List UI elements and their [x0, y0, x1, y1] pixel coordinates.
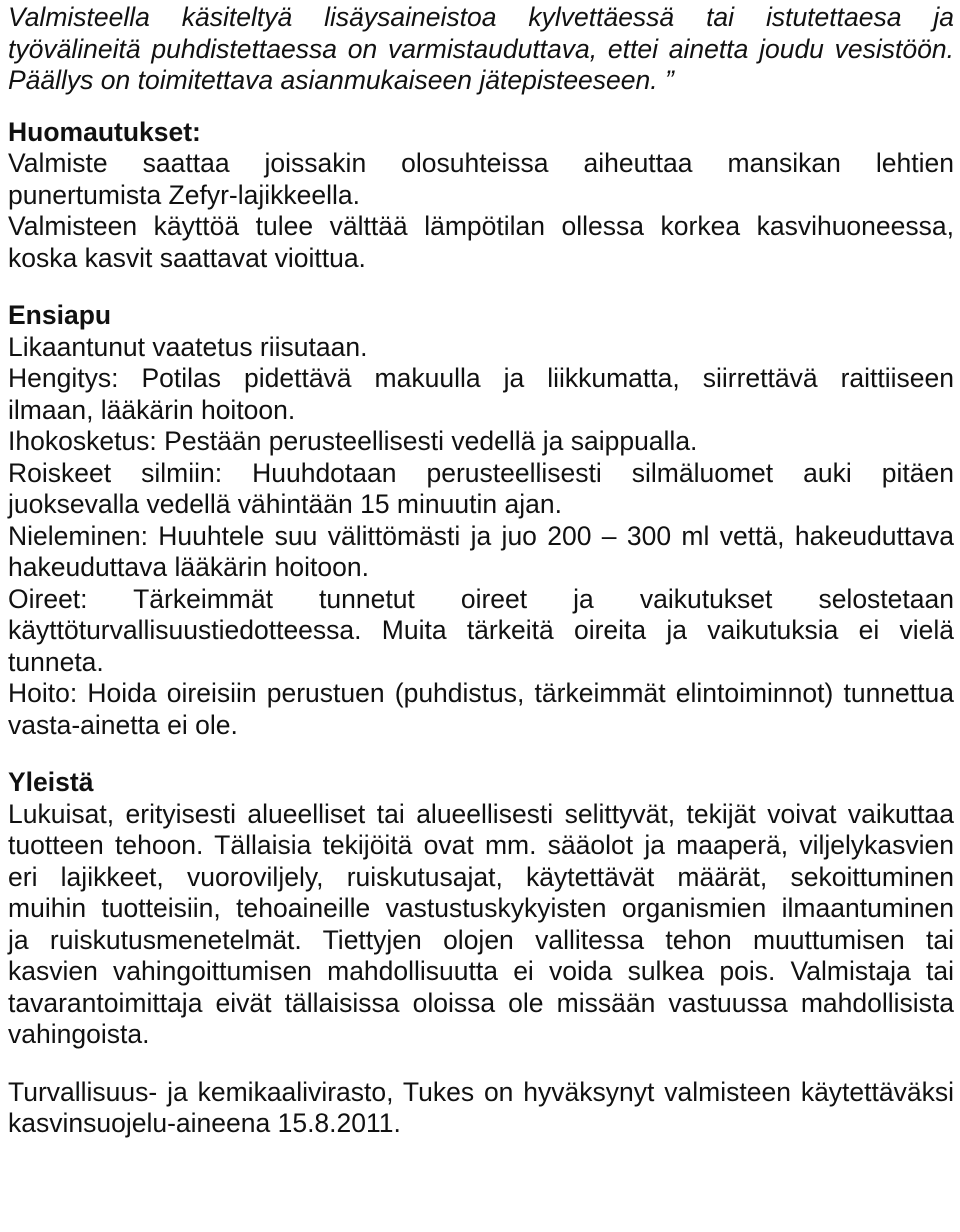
first-aid-line: Nieleminen: Huuhtele suu välittömästi ja juo 200 – 300 ml vettä, hakeuduttava: [8, 520, 954, 551]
first-aid-line: vasta-ainetta ei ole.: [8, 709, 238, 740]
first-aid-line: Roiskeet silmiin: Huuhdotaan perusteellisesti silmäluomet auki pitäen: [8, 457, 954, 488]
first-aid-line: Ihokosketus: Pestään perusteellisesti vedellä ja saippualla.: [8, 426, 698, 456]
general-line: kasvien vahingoittumisen mahdollisuutta ei voida sulkea pois. Valmistaja tai: [8, 956, 954, 986]
first-aid-line: Hoito: Hoida oireisiin perustuen (puhdistus, tärkeimmät elintoiminnot) tunnettua: [8, 678, 954, 708]
general-line: muihin tuotteisiin, tehoaineille vastustuskykyisten organismien ilmaantuminen: [8, 893, 954, 923]
first-aid-line: käyttöturvallisuustiedotteessa. Muita tärkeitä oireita ja vaikutuksia ei vielä: [8, 615, 954, 645]
general-line: tuotteen tehoon. Tällaisia tekijöitä ovat mm. sääolot ja maaperä, viljelykasvien: [8, 830, 954, 860]
document-page: [8, 2, 954, 1140]
general-line: eri lajikkeet, vuoroviljely, ruiskutusajat, käytettävät määrät, sekoittuminen: [8, 861, 954, 892]
first-aid-line: Oireet: Tärkeimmät tunnetut oireet ja vaikutukset selostetaan: [8, 583, 954, 614]
remarks-section: [8, 117, 954, 275]
first-aid-heading: Ensiapu: [8, 300, 112, 330]
first-aid-line: hakeuduttava lääkärin hoitoon.: [8, 552, 369, 582]
first-aid-line: Likaantunut vaatetus riisutaan.: [8, 331, 368, 362]
first-aid-line: tunneta.: [8, 646, 104, 677]
approval-section: [8, 1077, 954, 1140]
remarks-line: Valmisteen käyttöä tulee välttää lämpötilan ollessa korkea kasvihuoneessa,: [8, 211, 954, 241]
intro-line: Valmisteella käsiteltyä lisäysaineistoa kylvettäessä tai istutettaesa ja: [8, 2, 954, 32]
intro-section: [8, 2, 954, 97]
remarks-heading: Huomautukset:: [8, 116, 201, 147]
general-heading: Yleistä: [8, 767, 94, 797]
general-line: Lukuisat, erityisesti alueelliset tai alueellisesti selittyvät, tekijät voivat vaikuttaa: [8, 798, 954, 829]
general-line: ja ruiskutusmenetelmät. Tiettyjen olojen vallitessa tehon muuttumisen tai: [8, 924, 954, 955]
remarks-line: koska kasvit saattavat vioittua.: [8, 242, 366, 273]
remarks-line: Valmiste saattaa joissakin olosuhteissa aiheuttaa mansikan lehtien: [8, 148, 954, 178]
general-section: [8, 767, 954, 1051]
approval-line: kasvinsuojelu-aineena 15.8.2011.: [8, 1108, 401, 1138]
first-aid-section: [8, 300, 954, 741]
first-aid-line: juoksevalla vedellä vähintään 15 minuutin ajan.: [8, 489, 562, 519]
intro-line: työvälineitä puhdistettaessa on varmistauduttava, ettei ainetta joudu vesistöön.: [8, 33, 954, 64]
remarks-line: punertumista Zefyr-lajikkeella.: [8, 179, 360, 210]
first-aid-line: Hengitys: Potilas pidettävä makuulla ja liikkumatta, siirrettävä raittiiseen: [8, 363, 954, 393]
approval-line: Turvallisuus- ja kemikaalivirasto, Tukes on hyväksynyt valmisteen käytettäväksi: [8, 1076, 954, 1107]
first-aid-line: ilmaan, lääkärin hoitoon.: [8, 394, 296, 425]
intro-line: Päällys on toimitettava asianmukaiseen jätepisteeseen. ”: [8, 65, 674, 95]
general-line: vahingoista.: [8, 1019, 150, 1049]
general-line: tavarantoimittaja eivät tällaisissa oloissa ole missään vastuussa mahdollisista: [8, 987, 954, 1018]
